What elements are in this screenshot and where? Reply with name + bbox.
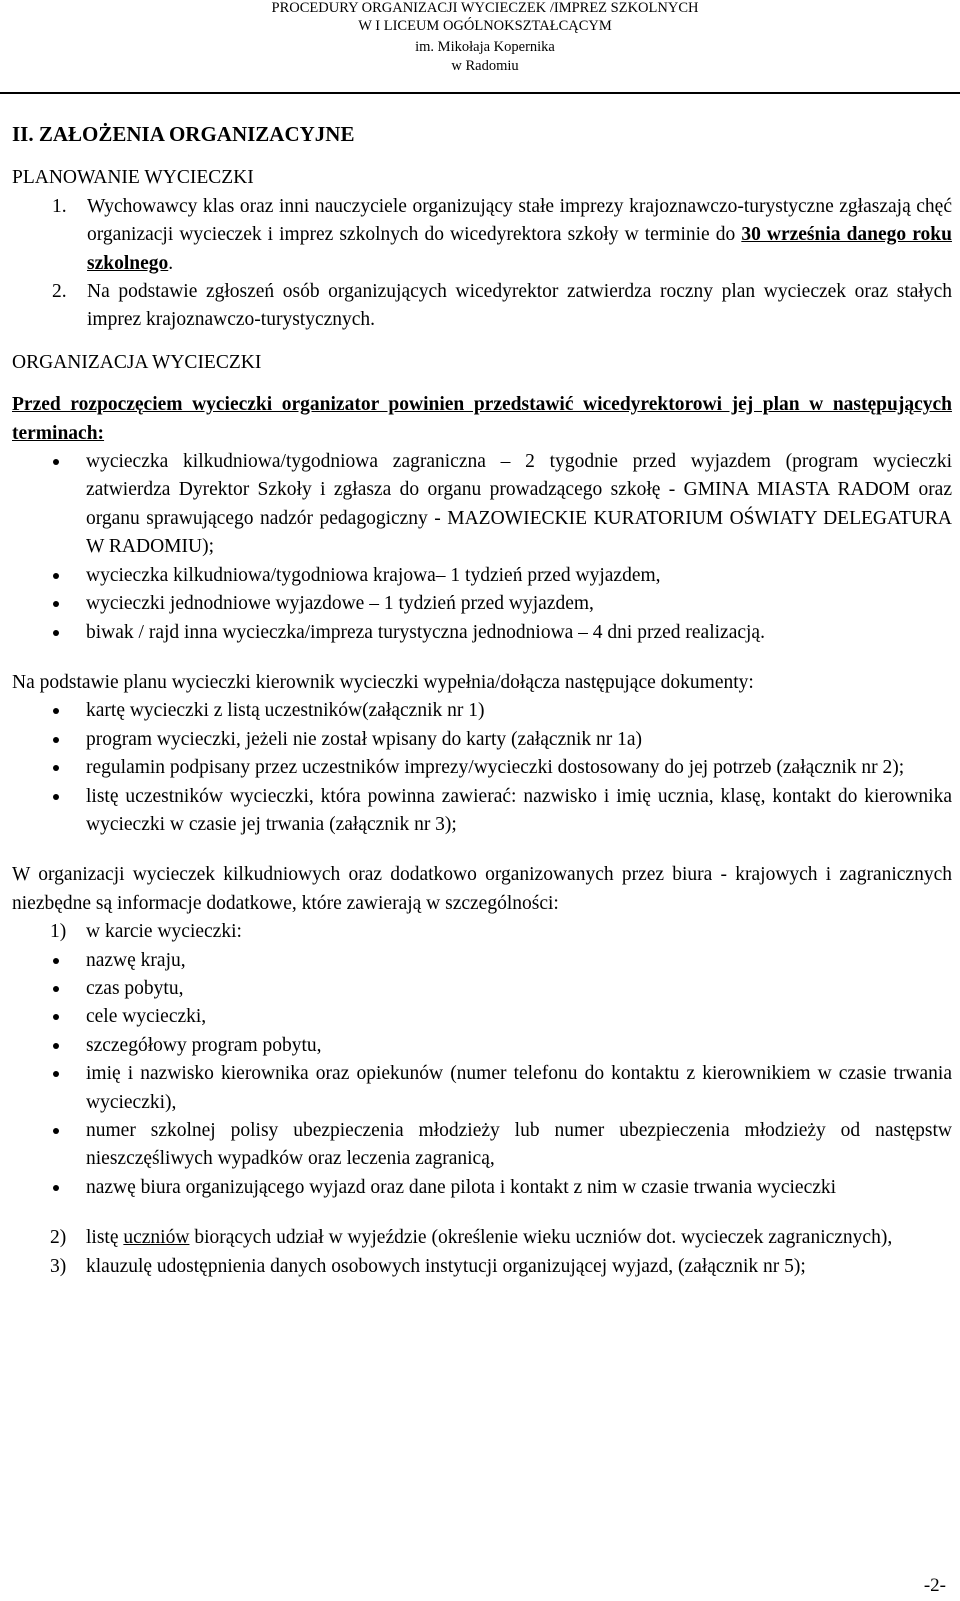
additional-point-2: 2) listę uczniów biorących udział w wyjeździe (określenie wieku uczniów dot. wycieczek zagranicznych), bbox=[12, 1224, 952, 1252]
organization-title: ORGANIZACJA WYCIECZKI bbox=[12, 351, 262, 373]
bullet-icon bbox=[53, 1043, 59, 1049]
bullet-icon bbox=[53, 708, 59, 714]
planning-item-1-end: . bbox=[168, 252, 174, 274]
bullet-icon bbox=[53, 958, 59, 964]
list-item: wycieczka kilkudniowa/tygodniowa zagraniczna – 2 tygodnie przed wyjazdem (program wycieczki zatwierdza Dyrektor Szkoły i zgłasza do organu prowadzącego szkołę - GMINA MIASTA RADOM oraz organu sprawującego nadzór pedagogiczny - MAZOWIECKIE KURATORIUM OŚWIATY DELEGATURA W RADOMIU); bbox=[12, 448, 952, 562]
page-number: -2- bbox=[923, 1575, 946, 1596]
additional-point-3 bbox=[12, 1253, 952, 1281]
bullet-icon bbox=[53, 794, 59, 800]
bullet-icon bbox=[53, 986, 59, 992]
header-line-procedures: PROCEDURY ORGANIZACJI WYCIECZEK /IMPREZ SZKOLNYCH bbox=[271, 0, 699, 16]
additional-point-1 bbox=[12, 918, 952, 946]
documents-list bbox=[12, 697, 952, 839]
additional-point-2-number: 2) bbox=[50, 1227, 67, 1249]
planning-item-1 bbox=[12, 193, 952, 278]
list-item: szczegółowy program pobytu, bbox=[12, 1032, 952, 1060]
list-item: wycieczka kilkudniowa/tygodniowa krajowa– 1 tydzień przed wyjazdem, bbox=[12, 562, 952, 590]
list-item: listę uczestników wycieczki, która powinna zawierać: nazwisko i imię ucznia, klasę, kontakt do kierownika wycieczki w czasie jej trwania (załącznik nr 3); bbox=[12, 783, 952, 840]
additional-point-1-text: w karcie wycieczki: bbox=[86, 921, 242, 943]
bullet-icon bbox=[53, 737, 59, 743]
list-item: wycieczki jednodniowe wyjazdowe – 1 tydzień przed wyjazdem, bbox=[12, 590, 952, 618]
additional-point-3-text: klauzulę udostępnienia danych osobowych instytucji organizującej wyjazd, (załącznik nr 5); bbox=[86, 1255, 806, 1277]
bullet-icon bbox=[53, 601, 59, 607]
organization-list bbox=[12, 448, 952, 647]
additional-point-1-number: 1) bbox=[50, 921, 67, 943]
list-item: cele wycieczki, bbox=[12, 1003, 952, 1031]
list-item: kartę wycieczki z listą uczestników(załącznik nr 1) bbox=[12, 697, 952, 725]
header-line-patron: im. Mikołaja Kopernika bbox=[415, 39, 555, 55]
header-line-school: W I LICEUM OGÓLNOKSZTAŁCĄCYM bbox=[358, 18, 612, 34]
bullet-icon bbox=[53, 573, 59, 579]
planning-item-1-number: 1. bbox=[52, 195, 67, 217]
page-header bbox=[0, 0, 960, 94]
planning-item-2-text: Na podstawie zgłoszeń osób organizujących wicedyrektor zatwierdza roczny plan wycieczek oraz stałych imprez krajoznawczo-turystycznych. bbox=[87, 281, 952, 331]
list-item: nazwę kraju, bbox=[12, 947, 952, 975]
card-items-list bbox=[12, 947, 952, 1203]
list-item: program wycieczki, jeżeli nie został wpisany do karty (załącznik nr 1a) bbox=[12, 726, 952, 754]
underlined-students: uczniów bbox=[123, 1227, 190, 1249]
bullet-icon bbox=[53, 1185, 59, 1191]
list-item: czas pobytu, bbox=[12, 975, 952, 1003]
list-item: biwak / rajd inna wycieczka/impreza turystyczna jednodniowa – 4 dni przed realizacją. bbox=[12, 619, 952, 647]
planning-item-2-number: 2. bbox=[52, 281, 67, 303]
bullet-icon bbox=[53, 1128, 59, 1134]
additional-point-3-number: 3) bbox=[50, 1255, 67, 1277]
document-body bbox=[12, 120, 952, 1281]
planning-item-1-text: Wychowawcy klas oraz inni nauczyciele organizujący stałe imprezy krajoznawczo-turystyczne zgłaszają chęć organizacji wycieczek i imprez szkolnych do wicedyrektora szkoły w terminie do bbox=[87, 195, 952, 246]
bullet-icon bbox=[53, 630, 59, 636]
bullet-icon bbox=[53, 1014, 59, 1020]
list-item: nazwę biura organizującego wyjazd oraz dane pilota i kontakt z nim w czasie trwania wycieczki bbox=[12, 1174, 952, 1202]
additional-intro: W organizacji wycieczek kilkudniowych oraz dodatkowo organizowanych przez biura - krajowych i zagranicznych niezbędne są informacje dodatkowe, które zawierają w szczególności: bbox=[12, 864, 952, 914]
header-line-city: w Radomiu bbox=[451, 58, 519, 74]
organization-intro: Przed rozpoczęciem wycieczki organizator powinien przedstawić wicedyrektorowi jej plan w następujących terminach: bbox=[12, 394, 952, 444]
planning-item-2 bbox=[12, 278, 952, 335]
planning-title: PLANOWANIE WYCIECZKI bbox=[12, 167, 254, 189]
section-title: II. ZAŁOŻENIA ORGANIZACYJNE bbox=[12, 122, 355, 146]
documents-intro: Na podstawie planu wycieczki kierownik wycieczki wypełnia/dołącza następujące dokumenty: bbox=[12, 671, 754, 693]
list-item: imię i nazwisko kierownika oraz opiekunów (numer telefonu do kontaktu z kierownikiem w czasie trwania wycieczki), bbox=[12, 1060, 952, 1117]
bullet-icon bbox=[53, 765, 59, 771]
planning-deadline: 30 września danego roku szkolnego bbox=[87, 224, 952, 274]
list-item: numer szkolnej polisy ubezpieczenia młodzieży lub numer ubezpieczenia młodzieży od następstw nieszczęśliwych wypadków oraz leczenia zagranicą, bbox=[12, 1117, 952, 1174]
bullet-icon bbox=[53, 1071, 59, 1077]
list-item: regulamin podpisany przez uczestników imprezy/wycieczki dostosowany do jej potrzeb (załącznik nr 2); bbox=[12, 754, 952, 782]
bullet-icon bbox=[53, 459, 59, 465]
